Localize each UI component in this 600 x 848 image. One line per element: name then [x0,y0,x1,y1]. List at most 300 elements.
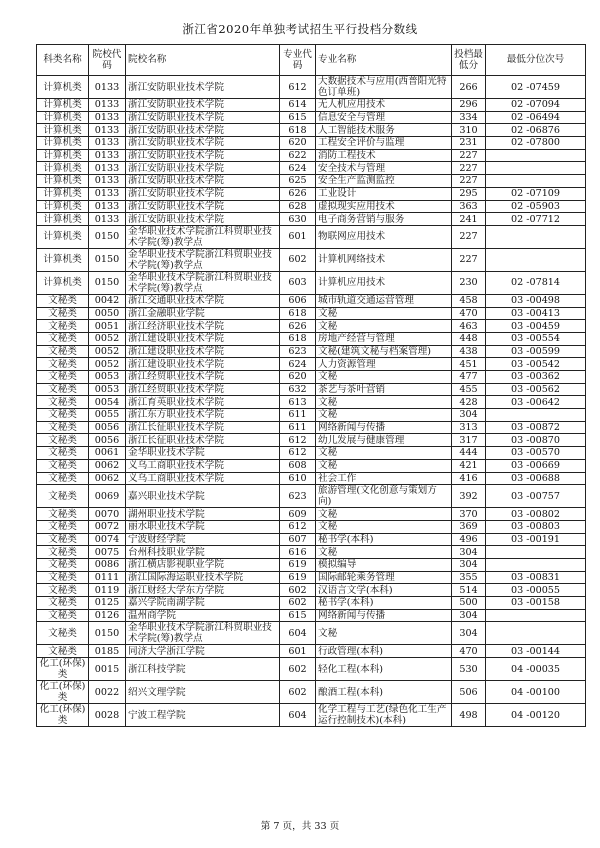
table-row [37,371,586,384]
cell-major-code: 602 [280,597,316,610]
cell-category: 计算机类 [37,149,89,162]
table-row [37,434,586,447]
cell-category: 文秘类 [37,307,89,320]
cell-major-code: 604 [280,622,316,645]
cell-min-score: 313 [452,421,486,434]
cell-min-score: 317 [452,434,486,447]
cell-school-name: 同济大学浙江学院 [126,645,280,658]
table-row [37,225,586,248]
cell-min-rank: 03 -00870 [486,434,586,447]
cell-major-code: 609 [280,508,316,521]
cell-min-rank: 03 -00669 [486,459,586,472]
cell-min-score: 455 [452,383,486,396]
cell-major-code: 603 [280,271,316,294]
page-title: 浙江省2020年单独考试招生平行投档分数线 [182,22,418,36]
cell-school-code: 0052 [89,358,126,371]
cell-school-name: 金华职业技术学院 [126,447,280,460]
table-row [37,622,586,645]
cell-school-code: 0055 [89,409,126,422]
table-row [37,248,586,271]
cell-school-code: 0133 [89,99,126,112]
cell-major-code: 618 [280,332,316,345]
cell-min-score: 463 [452,320,486,333]
cell-school-name: 丽水职业技术学院 [126,520,280,533]
cell-min-score: 295 [452,187,486,200]
cell-category: 计算机类 [37,111,89,124]
cell-category: 文秘类 [37,409,89,422]
cell-major-name: 大数据技术与应用(西普阳光特色订单班) [316,76,452,99]
table-row [37,546,586,559]
cell-category: 计算机类 [37,175,89,188]
cell-school-code: 0133 [89,187,126,200]
cell-category: 文秘类 [37,396,89,409]
cell-school-name: 温州商学院 [126,609,280,622]
cell-school-code: 0185 [89,645,126,658]
cell-school-name: 浙江财经大学东方学院 [126,584,280,597]
table-row [37,76,586,99]
cell-school-code: 0050 [89,307,126,320]
cell-school-code: 0075 [89,546,126,559]
table-row [37,421,586,434]
cell-school-code: 0126 [89,609,126,622]
cell-school-code: 0053 [89,383,126,396]
cell-major-name: 幼儿发展与健康管理 [316,434,452,447]
cell-min-rank: 03 -00191 [486,533,586,546]
cell-school-name: 浙江安防职业技术学院 [126,175,280,188]
table-row [37,213,586,226]
cell-min-rank: 03 -00570 [486,447,586,460]
cell-major-code: 612 [280,434,316,447]
cell-school-code: 0111 [89,571,126,584]
cell-category: 计算机类 [37,162,89,175]
cell-min-rank: 04 -00035 [486,658,586,681]
cell-major-name: 消防工程技术 [316,149,452,162]
cell-major-code: 624 [280,358,316,371]
cell-category: 文秘类 [37,645,89,658]
cell-min-score: 369 [452,520,486,533]
cell-major-name: 秘书学(本科) [316,533,452,546]
cell-major-name: 化学工程与工艺(绿色化工生产运行控制技术)(本科) [316,704,452,727]
cell-school-code: 0070 [89,508,126,521]
cell-major-code: 618 [280,307,316,320]
table-row [37,558,586,571]
cell-min-rank: 03 -00459 [486,320,586,333]
cell-school-name: 浙江安防职业技术学院 [126,149,280,162]
cell-min-rank: 03 -00757 [486,485,586,508]
cell-min-rank [486,546,586,559]
cell-major-code: 601 [280,225,316,248]
cell-school-name: 浙江长征职业技术学院 [126,421,280,434]
cell-min-rank: 03 -00642 [486,396,586,409]
cell-school-code: 0052 [89,345,126,358]
cell-category: 文秘类 [37,459,89,472]
cell-category: 计算机类 [37,187,89,200]
cell-min-score: 304 [452,622,486,645]
cell-major-code: 601 [280,645,316,658]
cell-min-rank: 03 -00413 [486,307,586,320]
header-min-score: 投档最低分 [452,45,486,76]
cell-category: 文秘类 [37,520,89,533]
table-row [37,409,586,422]
cell-category: 文秘类 [37,485,89,508]
cell-min-score: 266 [452,76,486,99]
cell-school-code: 0028 [89,704,126,727]
cell-min-rank [486,175,586,188]
cell-min-rank: 03 -00055 [486,584,586,597]
cell-major-name: 文秘 [316,508,452,521]
table-row [37,200,586,213]
cell-school-name: 金华职业技术学院浙江科贸职业技术学院(筹)教学点 [126,248,280,271]
cell-school-name: 义乌工商职业技术学院 [126,472,280,485]
cell-min-score: 355 [452,571,486,584]
table-body [37,76,586,727]
table-row [37,472,586,485]
cell-major-code: 602 [280,584,316,597]
cell-major-code: 602 [280,658,316,681]
cell-major-code: 604 [280,704,316,727]
header-category: 科类名称 [37,45,89,76]
cell-major-name: 虚拟现实应用技术 [316,200,452,213]
cell-major-code: 602 [280,248,316,271]
cell-school-code: 0150 [89,271,126,294]
cell-min-score: 231 [452,137,486,150]
admission-score-table [36,44,586,727]
cell-school-code: 0069 [89,485,126,508]
cell-school-code: 0133 [89,175,126,188]
cell-min-rank: 03 -00554 [486,332,586,345]
cell-school-code: 0150 [89,622,126,645]
cell-school-name: 台州科技职业学院 [126,546,280,559]
cell-min-score: 451 [452,358,486,371]
cell-category: 计算机类 [37,200,89,213]
cell-school-name: 浙江东方职业技术学院 [126,409,280,422]
table-row [37,609,586,622]
cell-school-name: 浙江安防职业技术学院 [126,187,280,200]
cell-category: 计算机类 [37,137,89,150]
cell-category: 文秘类 [37,421,89,434]
cell-school-code: 0133 [89,162,126,175]
cell-min-rank: 03 -00599 [486,345,586,358]
cell-school-code: 0150 [89,225,126,248]
cell-major-name: 城市轨道交通运营管理 [316,294,452,307]
cell-school-name: 浙江安防职业技术学院 [126,200,280,213]
cell-major-code: 612 [280,447,316,460]
cell-category: 文秘类 [37,383,89,396]
cell-school-name: 浙江安防职业技术学院 [126,137,280,150]
cell-major-name: 行政管理(本科) [316,645,452,658]
cell-min-rank: 02 -05903 [486,200,586,213]
cell-min-rank: 03 -00362 [486,371,586,384]
cell-school-code: 0061 [89,447,126,460]
cell-school-code: 0133 [89,213,126,226]
cell-min-score: 470 [452,307,486,320]
cell-major-name: 电子商务营销与服务 [316,213,452,226]
table-row [37,187,586,200]
cell-major-name: 计算机应用技术 [316,271,452,294]
cell-major-name: 房地产经营与管理 [316,332,452,345]
table-row [37,332,586,345]
cell-major-name: 无人机应用技术 [316,99,452,112]
cell-major-name: 工程安全评价与监理 [316,137,452,150]
cell-major-code: 614 [280,99,316,112]
cell-category: 化工(环保)类 [37,658,89,681]
cell-min-score: 304 [452,409,486,422]
cell-min-rank [486,149,586,162]
cell-school-name: 浙江安防职业技术学院 [126,124,280,137]
cell-school-name: 金华职业技术学院浙江科贸职业技术学院(筹)教学点 [126,271,280,294]
cell-min-score: 496 [452,533,486,546]
cell-major-name: 文秘 [316,622,452,645]
cell-min-score: 304 [452,546,486,559]
cell-min-score: 428 [452,396,486,409]
cell-major-name: 文秘 [316,520,452,533]
cell-school-code: 0042 [89,294,126,307]
cell-min-score: 498 [452,704,486,727]
cell-school-code: 0133 [89,149,126,162]
cell-major-code: 622 [280,149,316,162]
table-row [37,584,586,597]
cell-school-name: 浙江安防职业技术学院 [126,213,280,226]
table-row [37,447,586,460]
cell-school-code: 0133 [89,124,126,137]
cell-major-code: 607 [280,533,316,546]
cell-category: 计算机类 [37,271,89,294]
cell-category: 文秘类 [37,622,89,645]
table-row [37,383,586,396]
table-row [37,320,586,333]
cell-major-code: 602 [280,681,316,704]
table-row [37,508,586,521]
cell-min-score: 421 [452,459,486,472]
cell-category: 文秘类 [37,345,89,358]
cell-min-rank: 02 -07800 [486,137,586,150]
page-footer: 第 7 页，共 33 页 [260,821,340,832]
cell-major-name: 文秘 [316,546,452,559]
cell-min-rank: 02 -07094 [486,99,586,112]
cell-school-name: 嘉兴学院南湖学院 [126,597,280,610]
cell-school-code: 0074 [89,533,126,546]
cell-major-name: 安全生产监测监控 [316,175,452,188]
cell-major-name: 工业设计 [316,187,452,200]
cell-school-name: 浙江安防职业技术学院 [126,99,280,112]
cell-school-name: 浙江国际海运职业技术学院 [126,571,280,584]
cell-major-code: 619 [280,571,316,584]
table-row [37,307,586,320]
cell-major-code: 610 [280,472,316,485]
cell-category: 文秘类 [37,571,89,584]
table-row [37,681,586,704]
cell-min-rank: 02 -06876 [486,124,586,137]
table-row [37,111,586,124]
cell-major-code: 612 [280,76,316,99]
cell-major-code: 628 [280,200,316,213]
cell-school-name: 绍兴文理学院 [126,681,280,704]
cell-category: 文秘类 [37,546,89,559]
cell-major-code: 626 [280,187,316,200]
cell-major-name: 文秘 [316,371,452,384]
cell-major-name: 秘书学(本科) [316,597,452,610]
cell-min-rank [486,558,586,571]
cell-category: 文秘类 [37,294,89,307]
cell-min-rank: 03 -00144 [486,645,586,658]
cell-category: 文秘类 [37,472,89,485]
cell-category: 文秘类 [37,358,89,371]
cell-min-rank [486,409,586,422]
cell-school-code: 0015 [89,658,126,681]
header-major-name: 专业名称 [316,45,452,76]
cell-school-code: 0051 [89,320,126,333]
table-row [37,645,586,658]
cell-major-name: 酿酒工程(本科) [316,681,452,704]
cell-major-name: 网络新闻与传播 [316,609,452,622]
table-row [37,485,586,508]
cell-category: 文秘类 [37,597,89,610]
cell-major-name: 国际邮轮乘务管理 [316,571,452,584]
cell-min-score: 470 [452,645,486,658]
cell-min-score: 227 [452,162,486,175]
cell-category: 计算机类 [37,213,89,226]
cell-major-name: 网络新闻与传播 [316,421,452,434]
cell-school-name: 宁波财经学院 [126,533,280,546]
cell-school-name: 浙江安防职业技术学院 [126,111,280,124]
cell-min-rank [486,622,586,645]
cell-min-rank: 03 -00872 [486,421,586,434]
table-row [37,459,586,472]
cell-category: 文秘类 [37,447,89,460]
cell-category: 计算机类 [37,124,89,137]
table-row [37,345,586,358]
cell-school-code: 0133 [89,111,126,124]
cell-min-rank: 02 -07712 [486,213,586,226]
cell-category: 化工(环保)类 [37,681,89,704]
cell-major-code: 620 [280,137,316,150]
table-header-row [37,45,586,76]
cell-major-code: 615 [280,111,316,124]
table-row [37,149,586,162]
cell-school-code: 0125 [89,597,126,610]
cell-major-name: 信息安全与管理 [316,111,452,124]
cell-min-score: 448 [452,332,486,345]
table-row [37,271,586,294]
cell-major-code: 623 [280,485,316,508]
cell-min-score: 458 [452,294,486,307]
cell-category: 文秘类 [37,609,89,622]
cell-major-code: 623 [280,345,316,358]
cell-major-code: 611 [280,421,316,434]
cell-min-score: 304 [452,558,486,571]
cell-school-code: 0054 [89,396,126,409]
cell-major-code: 608 [280,459,316,472]
table-row [37,294,586,307]
cell-min-score: 310 [452,124,486,137]
cell-major-code: 616 [280,546,316,559]
table-row [37,137,586,150]
cell-school-code: 0072 [89,520,126,533]
cell-category: 计算机类 [37,76,89,99]
cell-major-code: 612 [280,520,316,533]
cell-school-name: 浙江经济职业技术学院 [126,320,280,333]
cell-school-name: 湖州职业技术学院 [126,508,280,521]
cell-min-rank: 02 -06494 [486,111,586,124]
cell-major-code: 632 [280,383,316,396]
header-min-rank: 最低分位次号 [486,45,586,76]
cell-major-name: 人力资源管理 [316,358,452,371]
cell-min-rank: 03 -00562 [486,383,586,396]
cell-school-name: 浙江金融职业学院 [126,307,280,320]
cell-major-name: 文秘 [316,320,452,333]
table-row [37,162,586,175]
cell-min-score: 227 [452,175,486,188]
cell-min-score: 444 [452,447,486,460]
cell-school-code: 0053 [89,371,126,384]
cell-school-code: 0056 [89,421,126,434]
header-major-code: 专业代码 [280,45,316,76]
cell-category: 文秘类 [37,320,89,333]
cell-school-name: 嘉兴职业技术学院 [126,485,280,508]
cell-min-rank: 02 -07814 [486,271,586,294]
cell-major-name: 轻化工程(本科) [316,658,452,681]
cell-major-name: 计算机网络技术 [316,248,452,271]
cell-school-name: 浙江交通职业技术学院 [126,294,280,307]
cell-major-name: 文秘 [316,307,452,320]
cell-min-score: 438 [452,345,486,358]
table-row [37,124,586,137]
cell-category: 文秘类 [37,434,89,447]
cell-min-score: 230 [452,271,486,294]
cell-school-name: 浙江建设职业技术学院 [126,332,280,345]
cell-category: 文秘类 [37,558,89,571]
table-row [37,396,586,409]
cell-min-rank: 03 -00802 [486,508,586,521]
cell-min-score: 500 [452,597,486,610]
cell-min-score: 304 [452,609,486,622]
cell-category: 化工(环保)类 [37,704,89,727]
cell-major-name: 人工智能技术服务 [316,124,452,137]
cell-school-name: 浙江安防职业技术学院 [126,162,280,175]
cell-school-name: 浙江横店影视职业学院 [126,558,280,571]
table-row [37,597,586,610]
cell-min-score: 530 [452,658,486,681]
cell-school-code: 0062 [89,459,126,472]
cell-min-rank: 04 -00100 [486,681,586,704]
cell-major-name: 文秘 [316,396,452,409]
table-row [37,520,586,533]
cell-category: 文秘类 [37,332,89,345]
cell-category: 文秘类 [37,371,89,384]
cell-school-code: 0133 [89,76,126,99]
cell-category: 文秘类 [37,584,89,597]
cell-category: 计算机类 [37,248,89,271]
cell-min-rank: 03 -00803 [486,520,586,533]
cell-min-score: 506 [452,681,486,704]
cell-school-name: 金华职业技术学院浙江科贸职业技术学院(筹)教学点 [126,622,280,645]
cell-min-score: 370 [452,508,486,521]
cell-min-rank [486,248,586,271]
cell-school-name: 浙江经贸职业技术学院 [126,383,280,396]
cell-category: 计算机类 [37,99,89,112]
cell-major-name: 社会工作 [316,472,452,485]
table-row [37,533,586,546]
header-school-name: 院校名称 [126,45,280,76]
cell-major-code: 619 [280,558,316,571]
cell-min-score: 227 [452,225,486,248]
cell-min-rank: 02 -07459 [486,76,586,99]
cell-school-name: 金华职业技术学院浙江科贸职业技术学院(筹)教学点 [126,225,280,248]
cell-school-code: 0133 [89,137,126,150]
cell-school-name: 浙江长征职业技术学院 [126,434,280,447]
cell-min-rank: 03 -00688 [486,472,586,485]
cell-school-name: 浙江安防职业技术学院 [126,76,280,99]
